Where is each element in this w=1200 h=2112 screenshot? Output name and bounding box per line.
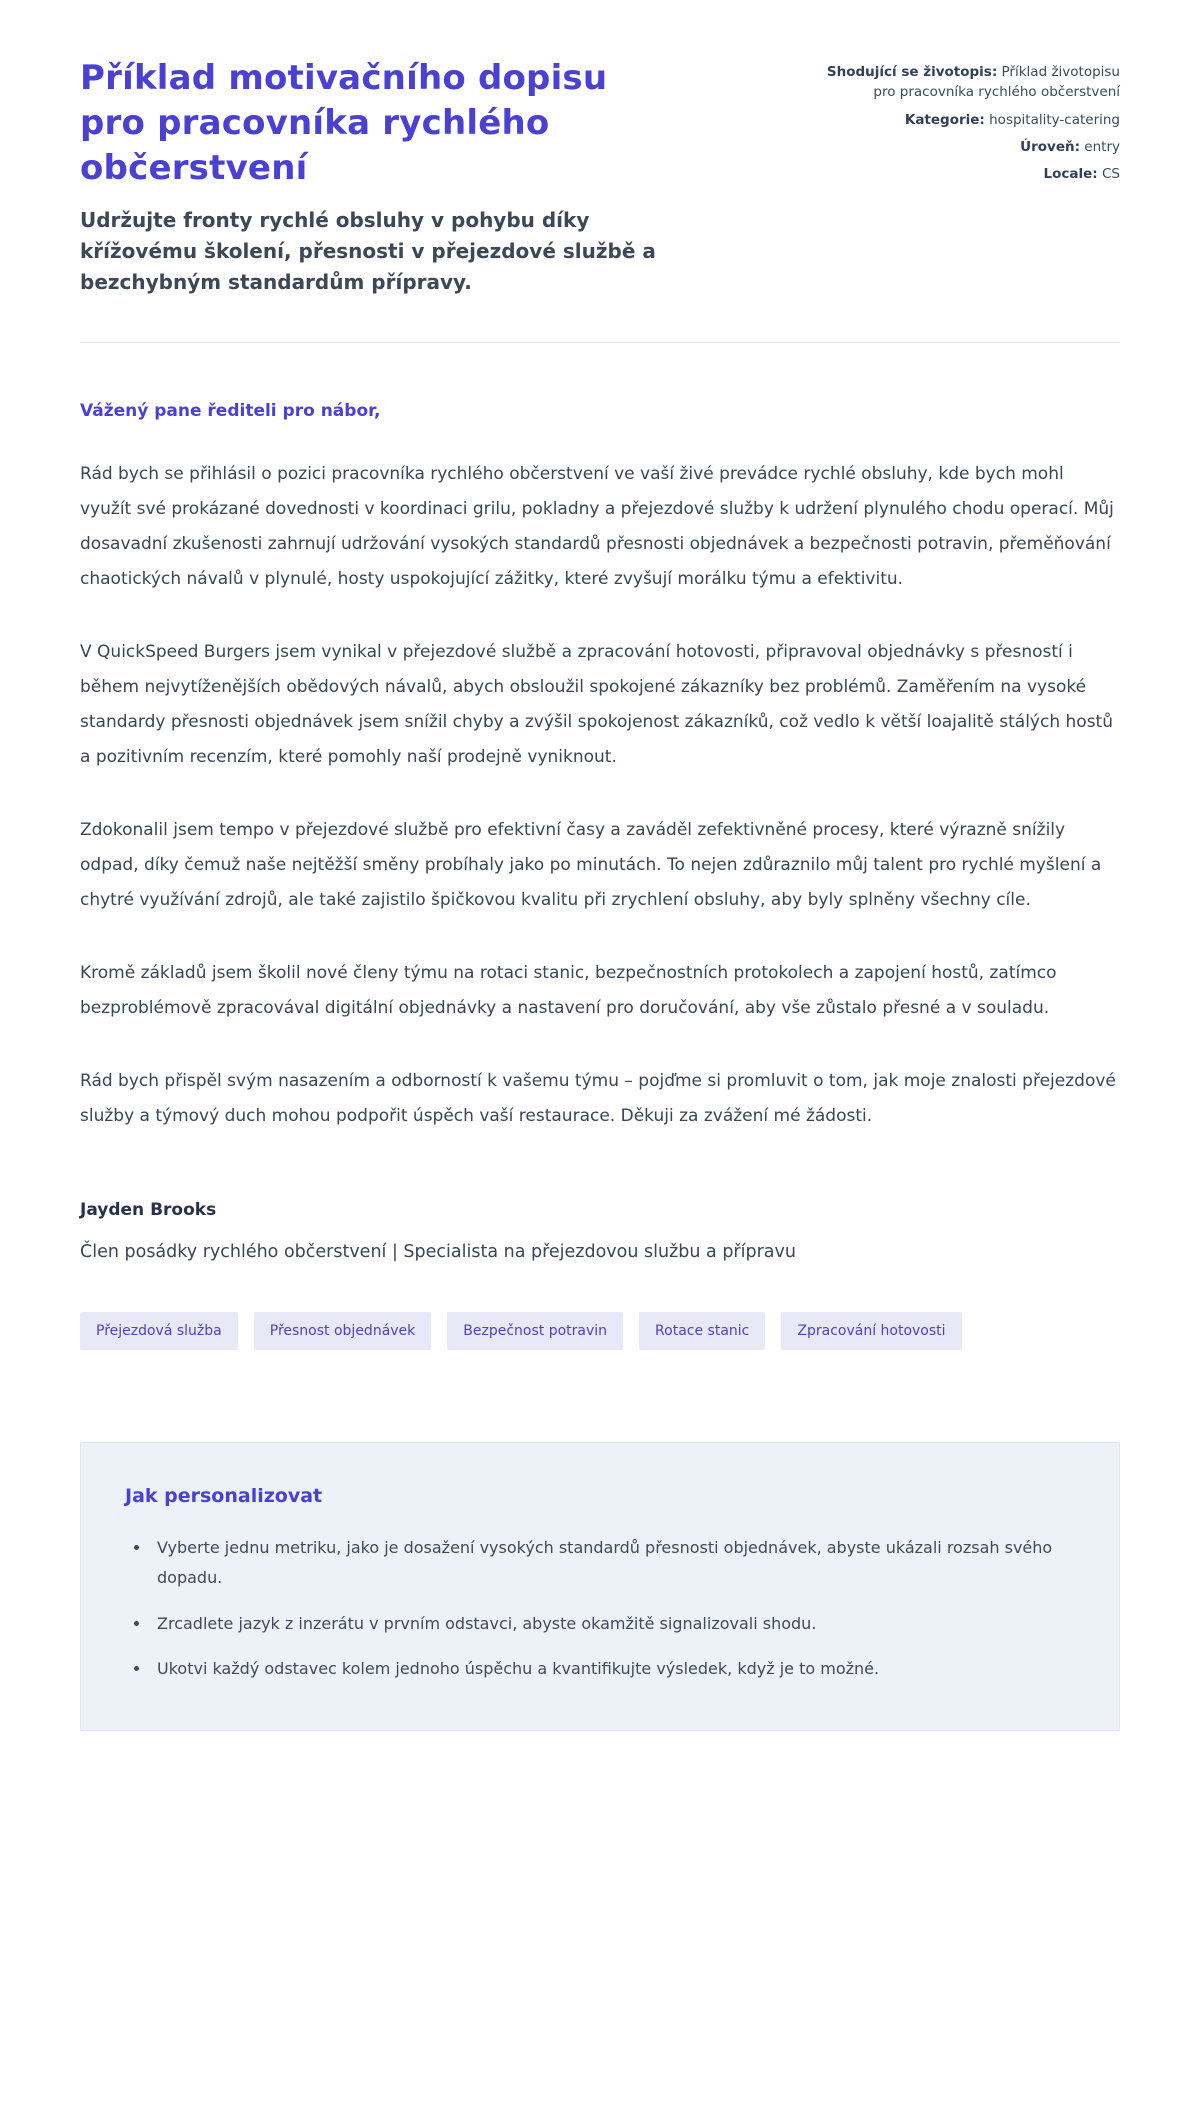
meta-locale bbox=[820, 164, 1120, 184]
meta-panel bbox=[820, 56, 1120, 191]
letter-greeting: Vážený pane řediteli pro nábor, bbox=[80, 400, 381, 421]
meta-locale-label: Locale: bbox=[1043, 166, 1098, 182]
tag-food-safety: Bezpečnost potravin bbox=[447, 1312, 623, 1350]
meta-category bbox=[820, 110, 1120, 130]
personalization-title: Jak personalizovat bbox=[125, 1484, 323, 1507]
letter-body bbox=[80, 401, 1120, 1350]
tag-order-accuracy: Přesnost objednávek bbox=[254, 1312, 432, 1350]
tip-item-2: • Zrcadlete jazyk z inzerátu v prvním odstavci, abyste okamžitě signalizovali shodu. bbox=[151, 1609, 1075, 1639]
tag-cash-handling: Zpracování hotovosti bbox=[781, 1312, 961, 1350]
letter-paragraph-1: Rád bych se přihlásil o pozici pracovníka rychlého občerstvení ve vaší živé prevádce rychlé obsluhy, kde bych mohl využít své prokázané dovednosti v koordinaci grilu, pokladny a přejezdové služby k udržení plynulého chodu operací. Můj dosavadní zkušenosti zahrnují udržování vysokých standardů přesnosti objednávek a bezpečnosti potravin, přeměňování chaotických návalů v plynulé, hosty uspokojující zážitky, které zvyšují morálku týmu a efektivitu. bbox=[80, 463, 1114, 589]
tag-station-rotation: Rotace stanic bbox=[639, 1312, 765, 1350]
meta-category-value: hospitality-catering bbox=[989, 111, 1120, 128]
tag-list bbox=[80, 1312, 980, 1350]
meta-matching-resume-value: Příklad životopisu pro pracovníka rychlého občerstvení bbox=[873, 64, 1120, 101]
header-title-block bbox=[80, 56, 665, 298]
signature-role: Člen posádky rychlého občerstvení | Specialista na přejezdovou službu a přípravu bbox=[80, 1241, 796, 1262]
personalization-box bbox=[80, 1442, 1120, 1732]
letter-paragraph-4: Kromě základů jsem školil nové členy týmu na rotaci stanic, bezpečnostních protokolech a zapojení hostů, zatímco bezproblémově zpracovával digitální objednávky a nastavení pro doručování, aby vše zůstalo přesné a v souladu. bbox=[80, 962, 1057, 1018]
letter-paragraph-2: V QuickSpeed Burgers jsem vynikal v přejezdové službě a zpracování hotovosti, připravoval objednávky s přesností i během nejvytíženějších obědových návalů, abych obsloužil spokojené zákazníky bez problémů. Zaměřením na vysoké standardy přesnosti objednávek jsem snížil chyby a zvýšil spokojenost zákazníků, což vedlo k větší loajalitě stálých hostů a pozitivním recenzím, které pomohly naší prodejně vyniknout. bbox=[80, 641, 1113, 767]
meta-matching-resume-label: Shodující se životopis: bbox=[826, 64, 998, 80]
letter-paragraph-5: Rád bych přispěl svým nasazením a odborností k vašemu týmu – pojďme si promluvit o tom, jak moje znalosti přejezdové služby a týmový duch mohou podpořit úspěch vaší restaurace. Děkuji za zvážení mé žádosti. bbox=[80, 1070, 1116, 1126]
tag-drive-thru: Přejezdová služba bbox=[80, 1312, 238, 1350]
tip-item-1: • Vyberte jednu metriku, jako je dosažení vysokých standardů přesnosti objednávek, abyste ukázali rozsah svého dopadu. bbox=[151, 1533, 1075, 1594]
page-subtitle: Udržujte fronty rychlé obsluhy v pohybu díky křížovému školení, přesnosti v přejezdové službě a bezchybným standardům přípravy. bbox=[80, 207, 656, 294]
tip-item-3: • Ukotvi každý odstavec kolem jednoho úspěchu a kvantifikujte výsledek, když je to možné. bbox=[151, 1654, 1075, 1684]
signature-name: Jayden Brooks bbox=[80, 1199, 217, 1220]
divider bbox=[80, 342, 1120, 343]
personalization-tips bbox=[125, 1533, 1075, 1685]
meta-level bbox=[820, 137, 1120, 157]
meta-level-value: entry bbox=[1084, 138, 1120, 155]
meta-category-label: Kategorie: bbox=[904, 111, 985, 128]
page-title: Příklad motivačního dopisu pro pracovníka rychlého občerstvení bbox=[80, 58, 608, 188]
meta-level-label: Úroveň: bbox=[1020, 138, 1080, 155]
meta-locale-value: CS bbox=[1102, 166, 1120, 182]
meta-matching-resume bbox=[820, 62, 1120, 103]
header bbox=[80, 56, 1120, 298]
letter-paragraph-3: Zdokonalil jsem tempo v přejezdové službě pro efektivní časy a zaváděl zefektivněné procesy, které výrazně snížily odpad, díky čemuž naše nejtěžší směny probíhaly jako po minutách. To nejen zdůraznilo můj talent pro rychlé myšlení a chytré využívání zdrojů, ale také zajistilo špičkovou kvalitu při zrychlení obsluhy, aby byly splněny všechny cíle. bbox=[80, 819, 1102, 910]
